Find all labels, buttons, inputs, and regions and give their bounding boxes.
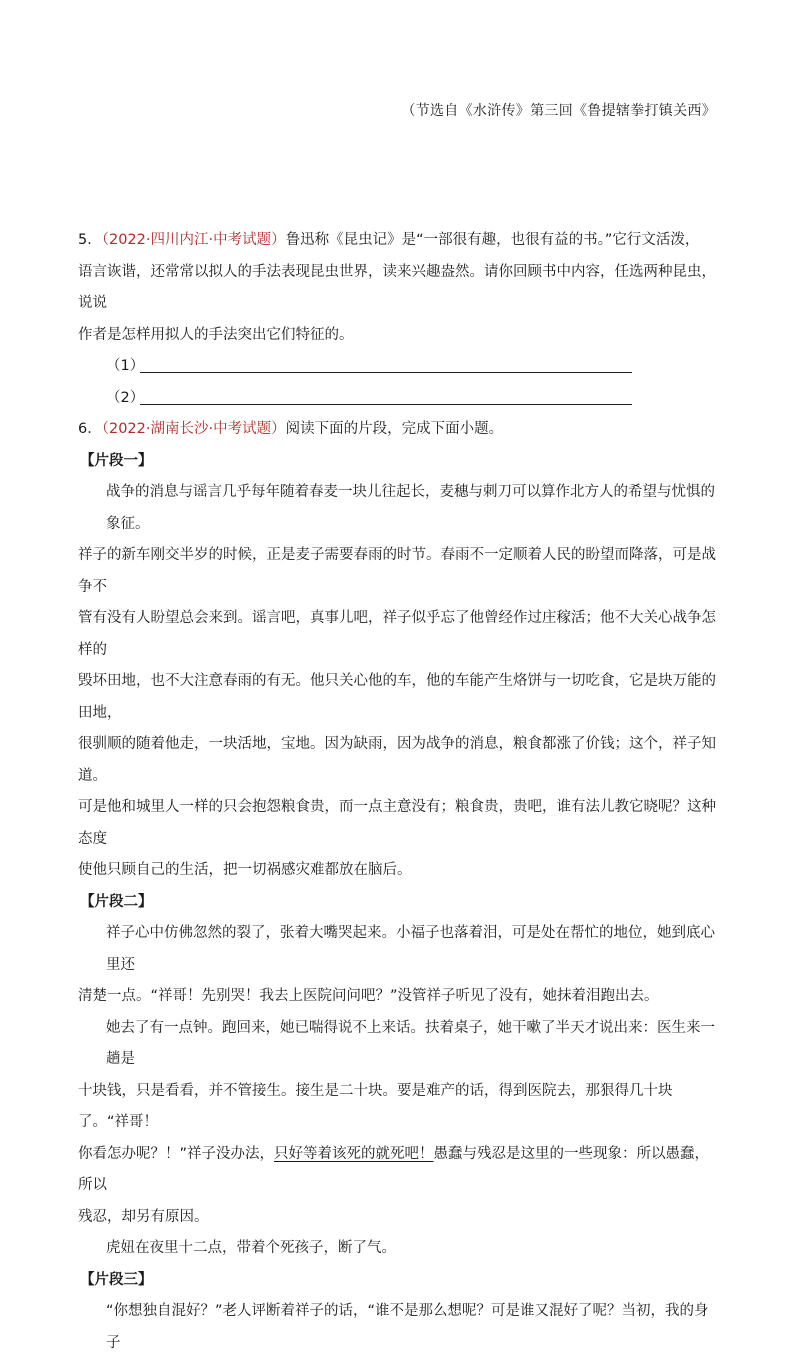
q6-intro: 阅读下面的片段，完成下面小题。: [285, 421, 504, 437]
underlined-sentence: 只好等着该死的就死吧！: [274, 1145, 434, 1162]
question-5: [78, 225, 718, 415]
answer-line-1[interactable]: [140, 372, 632, 373]
answer-blank-1[interactable]: [106, 351, 718, 383]
seg2-p2-line-3: [78, 1139, 718, 1202]
q6-number: 6．: [78, 421, 102, 437]
seg2-p3: 虎妞在夜里十二点，带着个死孩子，断了气。: [106, 1240, 396, 1256]
seg2-p1-line-1: 祥子心中仿佛忽然的裂了，张着大嘴哭起来。小福子也落着泪，可是处在帮忙的地位，她到底心里还: [106, 925, 715, 973]
seg2-p2-line-2: 十块钱，只是看看，并不管接生。接生是二十块。要是难产的话，得到医院去，那狠得几十块了。“祥哥！: [78, 1082, 673, 1130]
blank-label-2: （2）: [106, 390, 145, 407]
seg1-line-4: 毁坏田地，也不大注意春雨的有无。他只关心他的车，他的车能产生烙饼与一切吃食，它是块万能的田地，: [78, 673, 716, 721]
q6-header: [78, 414, 718, 446]
answer-line-2[interactable]: [140, 404, 632, 405]
seg1-line-1: 战争的消息与谣言几乎每年随着春麦一块儿往起长，麦穗与刺刀可以算作北方人的希望与忧惧的象征。: [106, 484, 715, 532]
seg2-text-pre: 你看怎办呢？！”祥子没办法，: [78, 1145, 275, 1162]
source-citation: （节选自《水浒传》第三回《鲁提辖拳打镇关西》: [401, 103, 716, 119]
seg1-line-6: 可是他和城里人一样的只会抱怨粮食贵，而一点主意没有；粮食贵，贵吧，谁有法儿教它晓呢？这种态度: [78, 799, 716, 847]
blank-label-1: （1）: [106, 358, 145, 375]
seg2-text-post: 愚蠢与残忍是这里的一些现象：所以愚蠢，所以: [78, 1145, 710, 1193]
q5-line-1: [78, 225, 718, 257]
seg3-p1-line-1: “你想独自混好？”老人评断着祥子的话，“谁不是那么想呢？可是谁又混好了呢？当初，我的身子: [106, 1303, 709, 1351]
q6-source-tag: （2022·湖南长沙·中考试题）: [101, 421, 286, 437]
seg2-p1-line-2: 清楚一点。“祥哥！先别哭！我去上医院问问吧？”没管祥子听见了没有，她抹着泪跑出去。: [78, 988, 659, 1004]
q5-source-tag: （2022·四川内江·中考试题）: [101, 232, 286, 248]
question-6: [78, 414, 718, 1359]
q5-number: 5．: [78, 232, 102, 248]
seg1-line-5: 很驯顺的随着他走，一块活地，宝地。因为缺雨，因为战争的消息，粮食都涨了价钱；这个，祥子知道。: [78, 736, 716, 784]
segment-1-title: 【片段一】: [80, 452, 153, 469]
seg2-p2-line-1: 她去了有一点钟。跑回来，她已喘得说不上来话。扶着桌子，她干嗽了半天才说出来：医生来一趟是: [106, 1019, 715, 1067]
answer-blank-2[interactable]: [106, 383, 718, 415]
seg1-line-7: 使他只顾自己的生活，把一切祸感灾难都放在脑后。: [78, 862, 412, 878]
q5-line-2: 语言诙谐，还常常以拟人的手法表现昆虫世界，读来兴趣盎然。请你回顾书中内容，任选两种昆虫，说说: [78, 263, 716, 311]
seg1-line-3: 管有没有人盼望总会来到。谣言吧，真事儿吧，祥子似乎忘了他曾经作过庄稼活；他不大关心战争怎样的: [78, 610, 716, 658]
q5-text-1: 鲁迅称《昆虫记》是“一部很有趣，也很有益的书。”它行文活泼，: [285, 232, 700, 248]
seg1-line-2: 祥子的新车刚交半岁的时候，正是麦子需要春雨的时节。春雨不一定顺着人民的盼望而降落，可是战争不: [78, 547, 716, 595]
segment-3-title: 【片段三】: [80, 1271, 153, 1288]
q5-line-3: 作者是怎样用拟人的手法突出它们特征的。: [78, 326, 354, 343]
segment-2-title: 【片段二】: [80, 893, 153, 910]
seg2-p2-line-4: 残忍，却另有原因。: [78, 1208, 209, 1225]
